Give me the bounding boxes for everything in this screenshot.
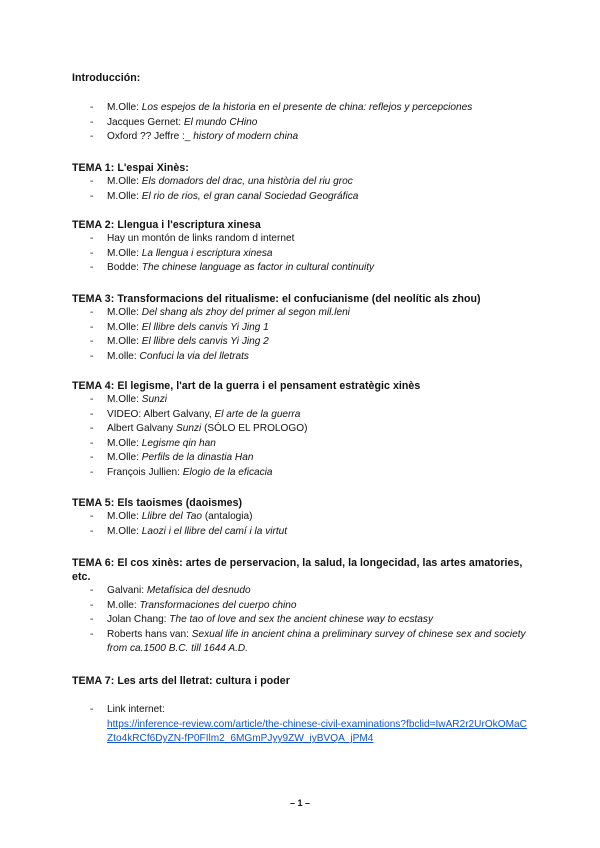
- list-item: - Galvani: Metafísica del desnudo: [72, 584, 534, 599]
- list-item: - M.olle: Transformaciones del cuerpo chino: [72, 599, 534, 614]
- list-item: - M.Olle: Los espejos de la historia en el presente de china: reflejos y percepciones: [72, 101, 560, 116]
- reading-list: [72, 584, 534, 657]
- list-item: - M.Olle: Sunzi: [72, 393, 560, 408]
- list-item: - M.Olle: Laozi i el llibre del camí i la virtut: [72, 525, 560, 540]
- list-item: - M.Olle: Del shang als zhoy del primer al segon mil.leni: [72, 306, 560, 321]
- list-item: - Albert Galvany Sunzi (SÓLO EL PROLOGO): [72, 422, 560, 437]
- list-item: - M.Olle: Els domadors del drac, una història del riu groc: [72, 175, 560, 190]
- list-item: - M.Olle: El llibre dels canvis Yi Jing 1: [72, 321, 560, 336]
- reading-list: [72, 703, 532, 747]
- reading-list: [72, 101, 560, 145]
- list-item: - Roberts hans van: Sexual life in ancient china a preliminary survey of chinese sex and society from ca.1500 B.C. till 1644 A.D.: [72, 628, 534, 657]
- link-label: Link internet:: [107, 704, 165, 715]
- reading-list: [72, 175, 560, 204]
- section-heading: TEMA 3: Transformacions del ritualisme: el confucianisme (del neolític als zhou): [72, 293, 481, 305]
- list-item: - Jacques Gernet: El mundo CHino: [72, 116, 560, 131]
- section-heading: TEMA 2: Llengua i l'escriptura xinesa: [72, 219, 261, 231]
- section-tema-6: [72, 556, 534, 657]
- list-item: - M.Olle: Legisme qin han: [72, 437, 560, 452]
- section-heading: TEMA 6: El cos xinès: artes de perservacion, la salud, la longecidad, las artes amatories, etc.: [72, 557, 523, 583]
- list-item: - Oxford ?? Jeffre :_ history of modern china: [72, 130, 560, 145]
- reading-list: [72, 393, 560, 481]
- section-tema-7: [72, 674, 560, 747]
- section-tema-5: [72, 496, 560, 539]
- list-item: - M.Olle: El llibre dels canvis Yi Jing 2: [72, 335, 560, 350]
- section-heading: Introducción:: [72, 72, 141, 84]
- section-heading: TEMA 1: L'espai Xinès:: [72, 162, 189, 174]
- reading-list: [72, 306, 560, 364]
- section-heading: TEMA 7: Les arts del lletrat: cultura i poder: [72, 675, 290, 687]
- section-tema-1: [72, 161, 560, 204]
- list-item: [72, 703, 532, 747]
- section-tema-4: [72, 379, 560, 481]
- list-item: - Jolan Chang: The tao of love and sex the ancient chinese way to ecstasy: [72, 613, 534, 628]
- page-number: – 1 –: [289, 798, 311, 808]
- section-heading: TEMA 5: Els taoismes (daoismes): [72, 497, 243, 509]
- external-article-link[interactable]: https://inference-review.com/article/the-chinese-civil-examinations?fbclid=IwAR2r2UrOkOMaCZto4kRCf6DyZN-fP0FIlm2_6MGmPJyy9ZW_iyBVQA_jPM4: [107, 718, 527, 745]
- list-item: - Bodde: The chinese language as factor in cultural continuity: [72, 261, 560, 276]
- section-tema-2: [72, 218, 560, 276]
- list-item: - François Jullien: Elogio de la eficacia: [72, 466, 560, 481]
- list-item: - M.Olle: Llibre del Tao (antalogia): [72, 510, 560, 525]
- section-tema-3: [72, 292, 560, 364]
- reading-list: [72, 232, 560, 276]
- section-heading: TEMA 4: El legisme, l'art de la guerra i el pensament estratègic xinès: [72, 380, 421, 392]
- list-item: - M.Olle: Perfils de la dinastia Han: [72, 451, 560, 466]
- reading-list: [72, 510, 560, 539]
- list-item: - M.olle: Confuci la via del lletrats: [72, 350, 560, 365]
- list-item: - M.Olle: La llengua i escriptura xinesa: [72, 247, 560, 262]
- list-item: - VIDEO: Albert Galvany, El arte de la guerra: [72, 408, 560, 423]
- list-item: - Hay un montón de links random d internet: [72, 232, 560, 247]
- list-item: - M.Olle: El rio de rios, el gran canal Sociedad Geográfica: [72, 190, 560, 205]
- section-introduccion: [72, 71, 560, 145]
